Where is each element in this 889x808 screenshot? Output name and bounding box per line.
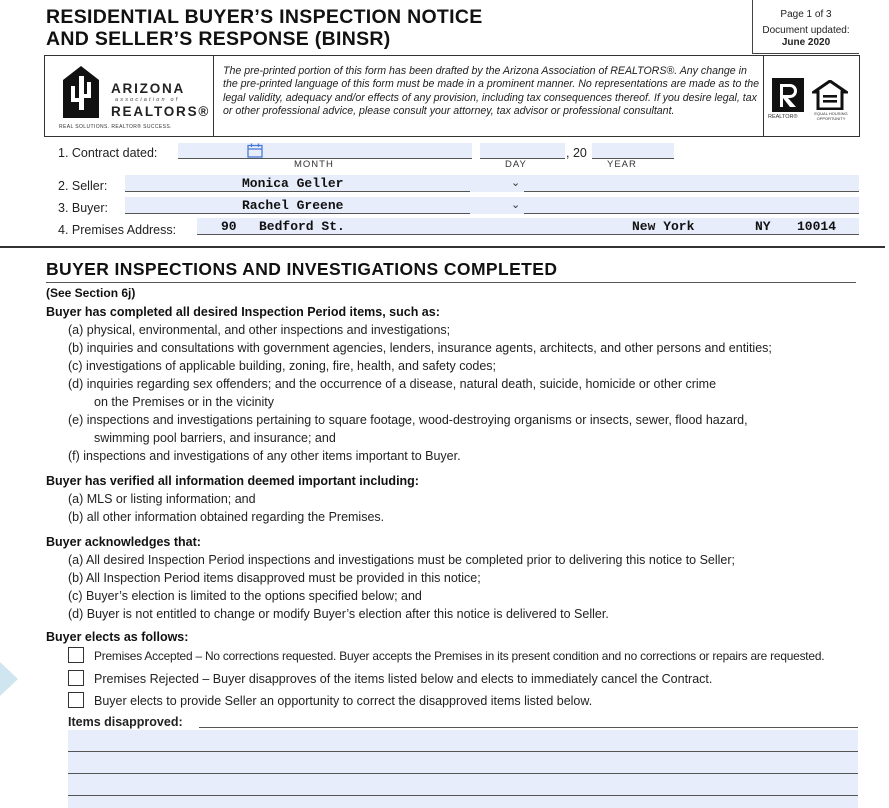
form-title-line1: RESIDENTIAL BUYER’S INSPECTION NOTICE — [46, 6, 483, 28]
completed-item: (f) inspections and investigations of any other items important to Buyer. — [68, 449, 461, 463]
items-line — [68, 795, 858, 796]
items-disapproved-underline — [199, 727, 858, 728]
contract-dated-label: 1. Contract dated: — [58, 146, 158, 160]
realtor-badge-label: REALTOR® — [768, 114, 798, 120]
address-street: Bedford St. — [259, 219, 345, 234]
completed-item-continued: on the Premises or in the vicinity — [94, 395, 274, 409]
premises-accepted-label: Premises Accepted – No corrections requested. Buyer accepts the Premises in its present condition and no corrections or repairs are requested. — [94, 649, 825, 663]
completed-item: (e) inspections and investigations pertaining to square footage, wood-destroying organisms or insects, sewer, flood hazard, — [68, 413, 748, 427]
completed-item: (b) inquiries and consultations with government agencies, lenders, insurance agents, architects, and other persons and entities; — [68, 341, 772, 355]
cactus-logo-icon — [59, 66, 103, 118]
equal-housing-icon — [812, 80, 848, 110]
logo-realtors: REALTORS® — [111, 104, 211, 119]
equal-housing-label: EQUAL HOUSING OPPORTUNITY — [814, 111, 848, 121]
verified-item: (a) MLS or listing information; and — [68, 492, 256, 506]
completed-item: (d) inquiries regarding sex offenders; and the occurrence of a disease, natural death, suicide, homicide or other crime — [68, 377, 717, 391]
seller-name-field-2[interactable] — [524, 175, 859, 192]
seller-label: 2. Seller: — [58, 179, 108, 193]
form-title-line2: AND SELLER’S RESPONSE (BINSR) — [46, 28, 391, 50]
contract-year-field[interactable] — [592, 143, 674, 159]
elects-heading: Buyer elects as follows: — [46, 630, 189, 644]
arrow-indicator-icon — [0, 662, 18, 696]
calendar-icon[interactable] — [247, 143, 263, 158]
acknowledges-item: (a) All desired Inspection Period inspections and investigations must be completed prior to delivering this notice to Seller; — [68, 553, 736, 567]
year-prefix: , 20 — [566, 146, 587, 160]
seller-correct-label: Buyer elects to provide Seller an opportunity to correct the disapproved items listed below. — [94, 694, 593, 708]
items-line — [68, 751, 858, 752]
badges-box — [763, 56, 859, 136]
chevron-down-icon[interactable]: ⌄ — [511, 199, 521, 211]
see-section: (See Section 6j) — [46, 286, 136, 300]
page-number: Page 1 of 3 — [780, 9, 832, 20]
seller-name-value: Monica Geller — [242, 176, 344, 191]
premises-rejected-label: Premises Rejected – Buyer disapproves of the items listed below and elects to immediately cancel the Contract. — [94, 672, 713, 686]
acknowledges-heading: Buyer acknowledges that: — [46, 535, 201, 549]
completed-item: (c) investigations of applicable building, zoning, fire, health, and safety codes; — [68, 359, 497, 373]
document-updated-label: Document updated: — [762, 25, 850, 36]
address-state: NY — [755, 219, 771, 234]
header-box — [44, 55, 860, 137]
acknowledges-item: (b) All Inspection Period items disapproved must be provided in this notice; — [68, 571, 481, 585]
premises-accepted-checkbox[interactable] — [68, 647, 84, 663]
address-city: New York — [632, 219, 695, 234]
premises-address-label: 4. Premises Address: — [58, 223, 177, 237]
verified-item: (b) all other information obtained regarding the Premises. — [68, 510, 385, 524]
contract-month-field[interactable] — [178, 143, 472, 159]
day-label: DAY — [505, 159, 527, 170]
acknowledges-item: (d) Buyer is not entitled to change or modify Buyer’s election after this notice is delivered to Seller. — [68, 607, 609, 621]
premises-rejected-checkbox[interactable] — [68, 670, 84, 686]
section-title: BUYER INSPECTIONS AND INVESTIGATIONS COMPLETED — [46, 259, 558, 279]
buyer-name-field-2[interactable] — [524, 197, 859, 214]
seller-correct-checkbox[interactable] — [68, 692, 84, 708]
logo-association: association of — [115, 97, 180, 103]
disclaimer-text: The pre-printed portion of this form has been drafted by the Arizona Association of REALTORS®. Any change in the pre-printed language of this form must be made in a prominent manner. No representations are made as to the legal validity, adequacy and/or effects of any provision, including tax consequences thereof. If you desire legal, tax or other professional advice, please consult your attorney, tax advisor or professional consultant. — [223, 65, 760, 117]
buyer-name-value: Rachel Greene — [242, 198, 344, 213]
arizona-realtors-logo — [45, 56, 214, 136]
chevron-down-icon[interactable]: ⌄ — [511, 177, 521, 189]
page-info-box — [752, 0, 859, 54]
acknowledges-item: (c) Buyer’s election is limited to the options specified below; and — [68, 589, 422, 603]
items-line — [68, 773, 858, 774]
month-label: MONTH — [294, 159, 334, 170]
contract-day-field[interactable] — [480, 143, 565, 159]
completed-item-continued: swimming pool barriers, and insurance; and — [94, 431, 336, 445]
items-disapproved-field[interactable] — [68, 730, 858, 808]
document-updated-date: June 2020 — [781, 37, 831, 48]
section-rule — [46, 282, 856, 283]
year-label: YEAR — [607, 159, 637, 170]
verified-heading: Buyer has verified all information deemed important including: — [46, 474, 419, 488]
address-number: 90 — [221, 219, 237, 234]
buyer-label: 3. Buyer: — [58, 201, 109, 215]
completed-heading: Buyer has completed all desired Inspection Period items, such as: — [46, 305, 440, 319]
logo-tagline: REAL SOLUTIONS. REALTOR® SUCCESS. — [59, 124, 172, 130]
completed-item: (a) physical, environmental, and other inspections and investigations; — [68, 323, 451, 337]
section-divider — [0, 246, 885, 248]
address-zip: 10014 — [797, 219, 837, 234]
items-disapproved-label: Items disapproved: — [68, 715, 183, 729]
realtor-r-icon — [772, 78, 804, 112]
form-title — [46, 6, 483, 50]
logo-arizona: ARIZONA — [111, 81, 186, 96]
